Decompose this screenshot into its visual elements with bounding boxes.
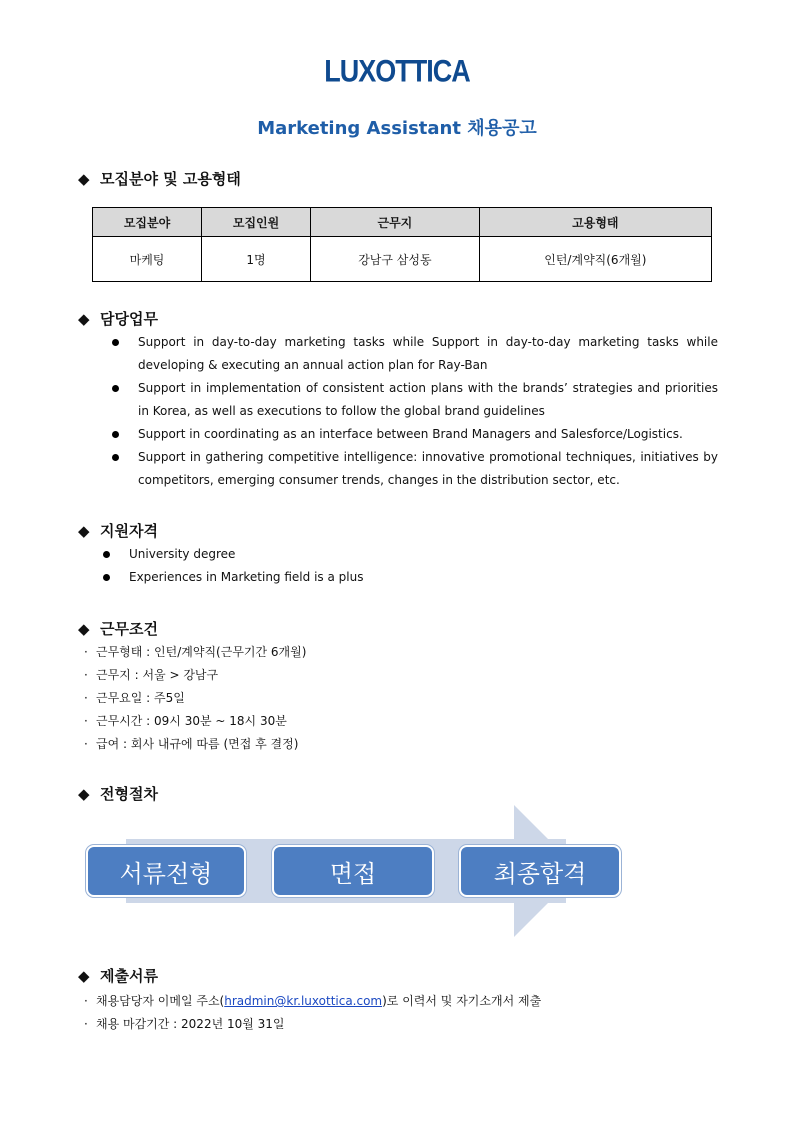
list-item — [112, 423, 718, 446]
process-step-label: 서류전형 — [119, 859, 213, 888]
table-cell: 마케팅 — [93, 237, 202, 282]
condition-line — [84, 643, 306, 660]
bullet-dot-icon — [112, 431, 119, 438]
condition-text: 근무요일 : 주5일 — [96, 691, 185, 705]
middle-dot-icon: · — [84, 737, 88, 751]
section-heading-text: 담당업무 — [100, 310, 158, 328]
diamond-icon: ◆ — [78, 310, 90, 328]
list-item-text: Support in day-to-day marketing tasks while Support in day-to-day marketing tasks while developing & executing an annual action plan for Ray-Ban — [138, 335, 718, 372]
section-heading-documents — [78, 965, 158, 986]
middle-dot-icon: · — [84, 714, 88, 728]
bullet-dot-icon — [103, 574, 110, 581]
documents-text: 채용담당자 이메일 주소( — [96, 994, 225, 1008]
condition-line — [84, 735, 298, 752]
section-heading-text: 지원자격 — [100, 522, 158, 540]
section-heading-conditions — [78, 618, 158, 639]
list-item — [112, 331, 718, 377]
condition-text: 근무지 : 서울 > 강남구 — [96, 668, 219, 682]
deadline-text: 채용 마감기간 : 2022년 10월 31일 — [96, 1017, 285, 1031]
list-item-text: University degree — [129, 547, 236, 561]
diamond-icon: ◆ — [78, 522, 90, 540]
page-title: Marketing Assistant 채용공고 — [257, 118, 537, 139]
bullet-dot-icon — [112, 454, 119, 461]
list-item — [103, 566, 603, 589]
documents-text: )로 이력서 및 자기소개서 제출 — [382, 994, 542, 1008]
recruit-table — [92, 207, 712, 282]
middle-dot-icon: · — [84, 645, 88, 659]
section-heading-text: 전형절차 — [100, 785, 158, 803]
process-step-interview — [272, 845, 434, 897]
process-step-label: 면접 — [329, 859, 377, 888]
documents-line — [84, 1015, 285, 1032]
list-item — [112, 377, 718, 423]
section-heading-recruit — [78, 168, 241, 189]
condition-text: 근무시간 : 09시 30분 ~ 18시 30분 — [96, 714, 287, 728]
process-step-document-screening — [86, 845, 246, 897]
middle-dot-icon: · — [84, 994, 88, 1008]
email-link[interactable]: hradmin@kr.luxottica.com — [224, 994, 383, 1008]
table-cell: 강남구 삼성동 — [311, 237, 480, 282]
process-flow-diagram — [86, 805, 656, 937]
table-header-row — [93, 208, 712, 237]
table-header-cell: 모집인원 — [202, 208, 311, 237]
middle-dot-icon: · — [84, 691, 88, 705]
qualifications-list — [103, 543, 603, 589]
section-heading-qualifications — [78, 520, 158, 541]
section-heading-text: 모집분야 및 고용형태 — [100, 170, 241, 188]
condition-line — [84, 689, 185, 706]
luxottica-logo: LUXOTTICA — [324, 53, 470, 89]
diamond-icon: ◆ — [78, 967, 90, 985]
section-heading-text: 제출서류 — [100, 967, 158, 985]
bullet-dot-icon — [112, 339, 119, 346]
bullet-dot-icon — [103, 551, 110, 558]
section-heading-text: 근무조건 — [100, 620, 158, 638]
diamond-icon: ◆ — [78, 785, 90, 803]
table-header-cell: 모집분야 — [93, 208, 202, 237]
section-heading-process — [78, 783, 158, 804]
table-row — [93, 237, 712, 282]
process-step-final-pass — [459, 845, 621, 897]
middle-dot-icon: · — [84, 1017, 88, 1031]
condition-text: 근무형태 : 인턴/계약직(근무기간 6개월) — [96, 645, 307, 659]
diamond-icon: ◆ — [78, 170, 90, 188]
list-item-text: Support in coordinating as an interface between Brand Managers and Salesforce/Logistics. — [138, 427, 683, 441]
duties-list — [112, 331, 718, 492]
condition-line — [84, 666, 218, 683]
diamond-icon: ◆ — [78, 620, 90, 638]
list-item-text: Support in implementation of consistent action plans with the brands’ strategies and priorities in Korea, as well as executions to follow the global brand guidelines — [138, 381, 718, 418]
table-cell: 1명 — [202, 237, 311, 282]
condition-text: 급여 : 회사 내규에 따름 (면접 후 결정) — [96, 737, 299, 751]
table-cell: 인턴/계약직(6개월) — [479, 237, 711, 282]
list-item — [103, 543, 603, 566]
list-item-text: Support in gathering competitive intelligence: innovative promotional techniques, initiatives by competitors, emerging consumer trends, changes in the distribution sector, etc. — [138, 450, 718, 487]
middle-dot-icon: · — [84, 668, 88, 682]
table-header-cell: 고용형태 — [479, 208, 711, 237]
table-header-cell: 근무지 — [311, 208, 480, 237]
documents-line — [84, 992, 541, 1009]
bullet-dot-icon — [112, 385, 119, 392]
list-item — [112, 446, 718, 492]
section-heading-duties — [78, 308, 158, 329]
process-step-label: 최종합격 — [493, 859, 587, 888]
condition-line — [84, 712, 287, 729]
list-item-text: Experiences in Marketing field is a plus — [129, 570, 364, 584]
